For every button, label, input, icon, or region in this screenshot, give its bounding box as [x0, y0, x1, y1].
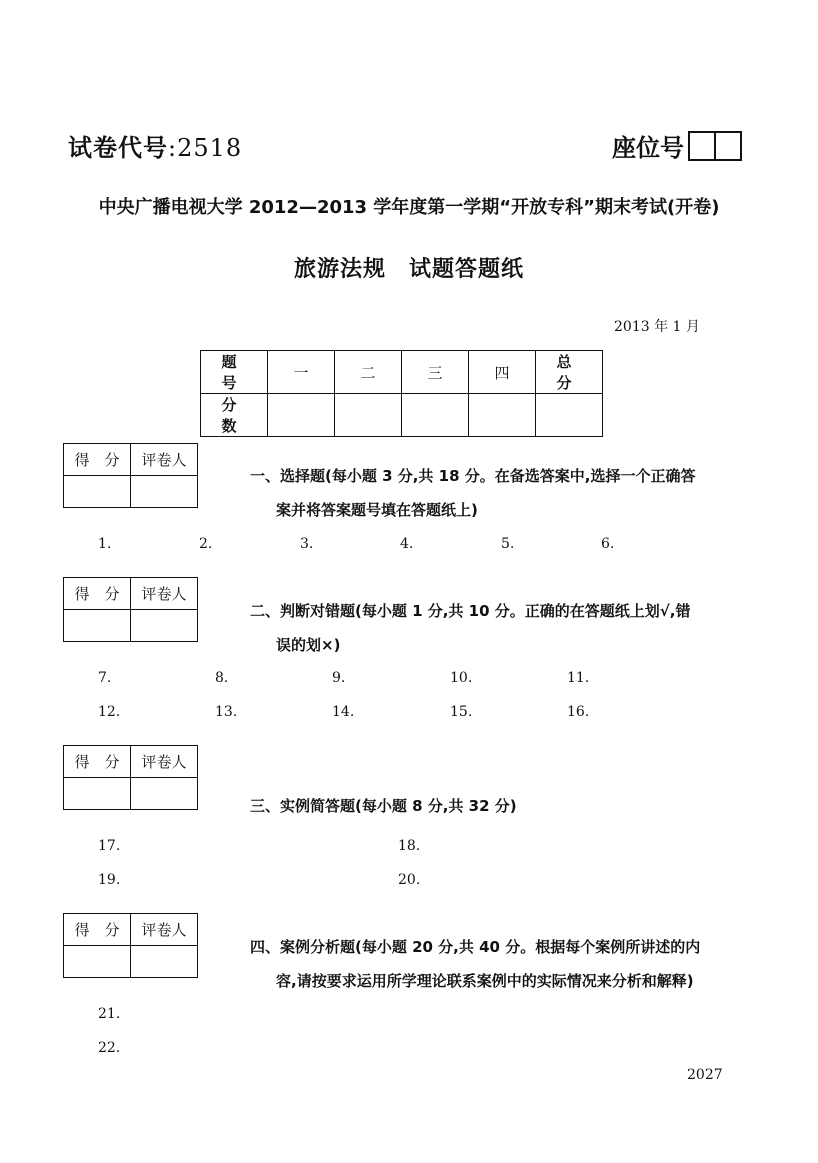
paper-code-label: 试卷代号: [68, 134, 168, 162]
score-cell-2[interactable]: [335, 394, 402, 437]
grader-name-label: 评卷人: [131, 444, 198, 476]
grader-score-label: 得 分: [64, 746, 131, 778]
score-table-header-label: 题 号: [201, 351, 268, 394]
section-3-line-1: 三、实例简答题(每小题 8 分,共 32 分): [250, 797, 517, 815]
grader-score-label: 得 分: [64, 444, 131, 476]
grader-name-label: 评卷人: [131, 746, 198, 778]
section-1-line-2: 案并将答案题号填在答题纸上): [276, 501, 478, 519]
question-number: 11.: [567, 670, 590, 686]
grader-name-cell[interactable]: [131, 476, 198, 508]
grader-box-section-4: [63, 913, 198, 978]
question-number: 7.: [98, 670, 112, 686]
question-number: 3.: [300, 536, 314, 552]
section-2-line-2: 误的划×): [276, 636, 341, 654]
exam-date: 2013 年 1 月: [614, 319, 700, 335]
question-number: 17.: [98, 838, 121, 854]
question-number: 21.: [98, 1006, 121, 1022]
section-3-instructions: [250, 789, 740, 823]
question-number: 20.: [398, 872, 421, 888]
question-number: 4.: [400, 536, 414, 552]
seat-box-1[interactable]: [688, 131, 716, 161]
score-cell-1[interactable]: [268, 394, 335, 437]
score-cell-3[interactable]: [402, 394, 469, 437]
score-table-col-3: 三: [402, 351, 469, 394]
paper-code: [68, 128, 242, 163]
section-2-line-1: 二、判断对错题(每小题 1 分,共 10 分。正确的在答题纸上划√,错: [250, 602, 691, 620]
grader-box-section-2: [63, 577, 198, 642]
score-table-score-row: [201, 394, 603, 437]
question-number: 9.: [332, 670, 346, 686]
question-number: 14.: [332, 704, 355, 720]
section-2-instructions: [250, 594, 740, 662]
question-number: 19.: [98, 872, 121, 888]
score-table: [200, 350, 607, 437]
section-1-instructions: [250, 459, 740, 527]
grader-score-label: 得 分: [64, 914, 131, 946]
section-4-instructions: [250, 930, 740, 998]
question-number: 12.: [98, 704, 121, 720]
question-number: 13.: [215, 704, 238, 720]
question-number: 15.: [450, 704, 473, 720]
score-table-col-4: 四: [469, 351, 536, 394]
grader-box-section-1: [63, 443, 198, 508]
score-table-col-2: 二: [335, 351, 402, 394]
question-number: 8.: [215, 670, 229, 686]
page-number: 2027: [687, 1067, 723, 1083]
section-4-line-2: 容,请按要求运用所学理论联系案例中的实际情况来分析和解释): [276, 972, 694, 990]
question-number: 10.: [450, 670, 473, 686]
exam-title: 中央广播电视大学 2012—2013 学年度第一学期“开放专科”期末考试(开卷): [98, 197, 720, 218]
question-number: 1.: [98, 536, 112, 552]
seat-number-boxes[interactable]: [688, 131, 742, 161]
paper-code-value: :2518: [168, 134, 243, 162]
question-number: 6.: [601, 536, 615, 552]
subject-title: 旅游法规 试题答题纸: [293, 257, 524, 282]
question-number: 16.: [567, 704, 590, 720]
grader-box-section-3: [63, 745, 198, 810]
grader-score-cell[interactable]: [64, 476, 131, 508]
grader-score-cell[interactable]: [64, 610, 131, 642]
grader-score-label: 得 分: [64, 578, 131, 610]
question-number: 5.: [501, 536, 515, 552]
score-table-col-total: 总 分: [536, 351, 603, 394]
score-cell-total[interactable]: [536, 394, 603, 437]
question-number: 18.: [398, 838, 421, 854]
score-cell-4[interactable]: [469, 394, 536, 437]
grader-name-cell[interactable]: [131, 946, 198, 978]
grader-name-label: 评卷人: [131, 578, 198, 610]
grader-name-cell[interactable]: [131, 778, 198, 810]
section-4-line-1: 四、案例分析题(每小题 20 分,共 40 分。根据每个案例所讲述的内: [250, 938, 701, 956]
section-1-line-1: 一、选择题(每小题 3 分,共 18 分。在备选答案中,选择一个正确答: [250, 467, 696, 485]
grader-score-cell[interactable]: [64, 946, 131, 978]
grader-name-label: 评卷人: [131, 914, 198, 946]
question-number: 22.: [98, 1040, 121, 1056]
grader-score-cell[interactable]: [64, 778, 131, 810]
seat-number-label: 座位号: [612, 134, 684, 162]
score-table-header-row: [201, 351, 603, 394]
grader-name-cell[interactable]: [131, 610, 198, 642]
question-number: 2.: [199, 536, 213, 552]
score-table-col-1: 一: [268, 351, 335, 394]
score-table-score-label: 分 数: [201, 394, 268, 437]
seat-box-2[interactable]: [716, 131, 742, 161]
